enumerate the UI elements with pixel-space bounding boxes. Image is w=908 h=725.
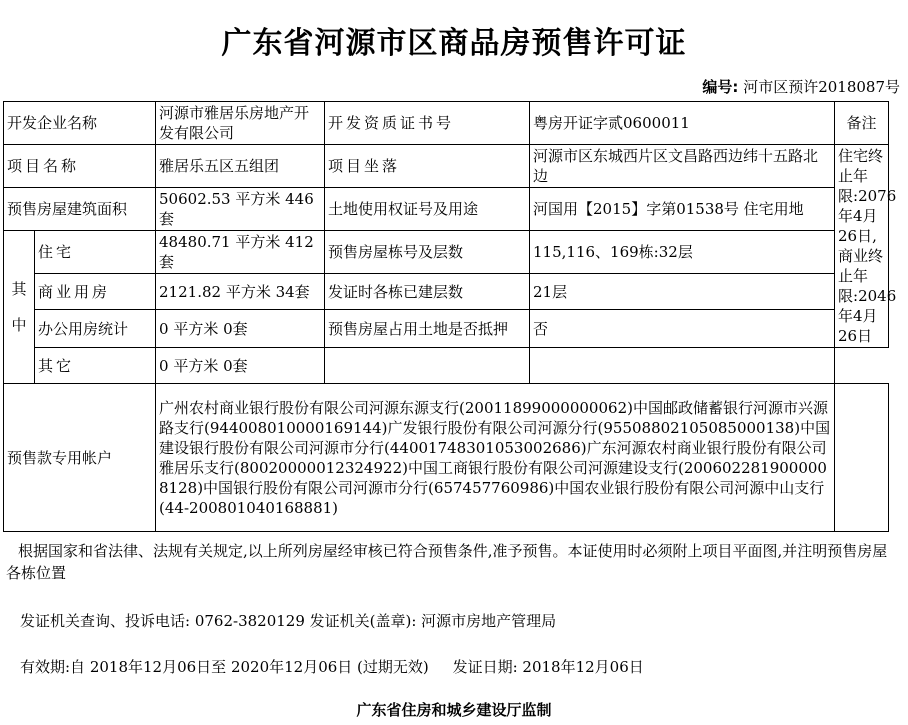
- cert-value: 粤房开证字贰0600011: [530, 102, 835, 145]
- built-floors-value: 21层: [530, 274, 835, 310]
- approval-statement: 根据国家和省法律、法规有关规定,以上所列房屋经审核已符合预售条件,准予预售。本证使用时必须附上项目平面图,并注明预售房屋各栋位置: [6, 542, 888, 582]
- residential-value: 48480.71 平方米 412 套: [156, 231, 325, 274]
- empty-cell: [530, 348, 835, 384]
- developer-value: 河源市雅居乐房地产开发有限公司: [156, 102, 325, 145]
- land-label: 土地使用权证号及用途: [325, 188, 530, 231]
- cert-label: 开发资质证书号: [325, 102, 530, 145]
- area-label: 预售房屋建筑面积: [4, 188, 156, 231]
- mortgage-value: 否: [530, 310, 835, 348]
- contact-line: 发证机关查询、投诉电话: 0762-3820129 发证机关(盖章): 河源市房地产管理局: [20, 612, 557, 630]
- permit-number-label: 编号:: [702, 78, 739, 96]
- building-value: 115,116、169栋:32层: [530, 231, 835, 274]
- other-label: 其它: [35, 348, 156, 384]
- project-label: 项目名称: [4, 145, 156, 188]
- supervision-line: 广东省住房和城乡建设厅监制: [356, 701, 552, 719]
- mortgage-label: 预售房屋占用土地是否抵押: [325, 310, 530, 348]
- built-floors-label: 发证时各栋已建层数: [325, 274, 530, 310]
- office-value: 0 平方米 0套: [156, 310, 325, 348]
- permit-number-value: 河市区预许2018087号: [743, 78, 900, 96]
- location-label: 项目坐落: [325, 145, 530, 188]
- project-value: 雅居乐五区五组团: [156, 145, 325, 188]
- area-value: 50602.53 平方米 446 套: [156, 188, 325, 231]
- document-title: 广东省河源市区商品房预售许可证: [221, 26, 687, 61]
- other-value: 0 平方米 0套: [156, 348, 325, 384]
- account-label: 预售款专用帐户: [4, 384, 156, 532]
- account-value: 广州农村商业银行股份有限公司河源东源支行(20011899000000062)中国邮政储蓄银行河源市兴源路支行(944008010000169144)广发银行股份有限公司河源分行(9550880210508500013​8)中国建设银行股份有限公司河源市分行(44001748301053002686)广东河源农村商业银行股份有限公司雅居乐支行(80020000012324922)中国工商银行股份有限公司河源建设支行(2006022819000008128)中国银行股份有限公司河源市分行(657457760986)中国农业银行股份有限公司河源中山支行(44-200801040168881): [156, 384, 835, 532]
- commercial-label: 商业用房: [35, 274, 156, 310]
- empty-cell: [325, 348, 530, 384]
- developer-label: 开发企业名称: [4, 102, 156, 145]
- residential-label: 住宅: [35, 231, 156, 274]
- empty-cell: [835, 384, 889, 532]
- among-label: 其中: [4, 231, 35, 384]
- note-header: 备注: [835, 102, 889, 145]
- building-label: 预售房屋栋号及层数: [325, 231, 530, 274]
- office-label: 办公用房统计: [35, 310, 156, 348]
- note-value: 住宅终止年限:2076年4月26日,商业终止年限:2046年4月26日: [835, 145, 889, 348]
- permit-table: [3, 101, 897, 532]
- commercial-value: 2121.82 平方米 34套: [156, 274, 325, 310]
- location-value: 河源市区东城西片区文昌路西边纬十五路北边: [530, 145, 835, 188]
- validity-line: 有效期:自 2018年12月06日至 2020年12月06日 (过期无效) 发证日期: 2018年12月06日: [20, 658, 644, 676]
- land-value: 河国用【2015】字第01538号 住宅用地: [530, 188, 835, 231]
- permit-number: [702, 76, 900, 97]
